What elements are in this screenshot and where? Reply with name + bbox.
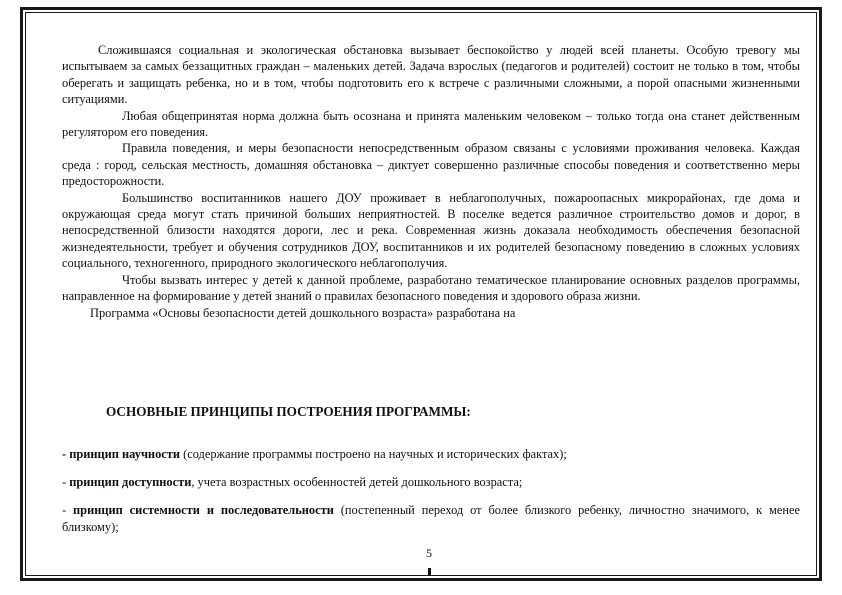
principle-prefix: - [62,475,70,489]
principle-title: принцип доступности [69,475,192,489]
principle-item [62,502,800,536]
paragraph-3: Правила поведения, и меры безопасности непосредственным образом связаны с условиями проживания человека. Каждая среда : город, сельская местность, домашняя обстановка – диктует совершенно различные способы поведения и соответственно меры предосторожности. [62,141,800,189]
paragraph-5: Чтобы вызвать интерес у детей к данной проблеме, разработано тематическое планирование основных разделов программы, направленное на формирование у детей знаний о правилах безопасного поведения и здорового образа жизни. [62,272,800,304]
paragraph-1: Сложившаяся социальная и экологическая обстановка вызывает беспокойство у людей всей планеты. Особую тревогу мы испытываем за самых беззащитных граждан – маленьких детей. Задача взрослых (педагогов и родителей) состоит не только в том, чтобы оберегать и защищать ребенка, но и в том, чтобы подготовить его к встрече с различными сложными, а порой опасными жизненными ситуациями. [62,43,800,107]
principle-item [62,446,800,463]
section-heading: ОСНОВНЫЕ ПРИНЦИПЫ ПОСТРОЕНИЯ ПРОГРАММЫ: [106,404,471,419]
page-number: 5 [426,546,432,560]
page-mark [428,568,431,576]
paragraph-4: Большинство воспитанников нашего ДОУ проживает в неблагополучных, пожароопасных микрорайонах, где дома и окружающая среда могут стать причиной больших неприятностей. В поселке ведется различное строительство домов и дорог, в непосредственной близости находятся дороги, лес и река. Современная жизнь доказала необходимость обеспечения безопасной жизнедеятельности, требует и обучения сотрудников ДОУ, воспитанников и их родителей безопасному поведению в сложных условиях социального, техногенного, природного экологического неблагополучия. [62,190,800,271]
principle-item [62,474,800,491]
paragraph-2: Любая общепринятая норма должна быть осознана и принята маленьким человеком – только тогда она станет действенным регулятором его поведения. [62,108,800,140]
principle-title: - принцип научности [62,447,180,461]
principle-description: (постепенный переход от более близкого ребенку, личностно значимого, к менее близкому); [62,503,800,534]
paragraph-6: Программа «Основы безопасности детей дошкольного возраста» разработана на [90,305,516,320]
document-body [62,42,800,321]
principle-title: принцип системности и последовательности [73,503,334,517]
principle-description: (содержание программы построено на научных и исторических фактах); [180,447,567,461]
principle-description: , учета возрастных особенностей детей дошкольного возраста; [191,475,523,489]
principle-prefix: - [62,503,74,517]
